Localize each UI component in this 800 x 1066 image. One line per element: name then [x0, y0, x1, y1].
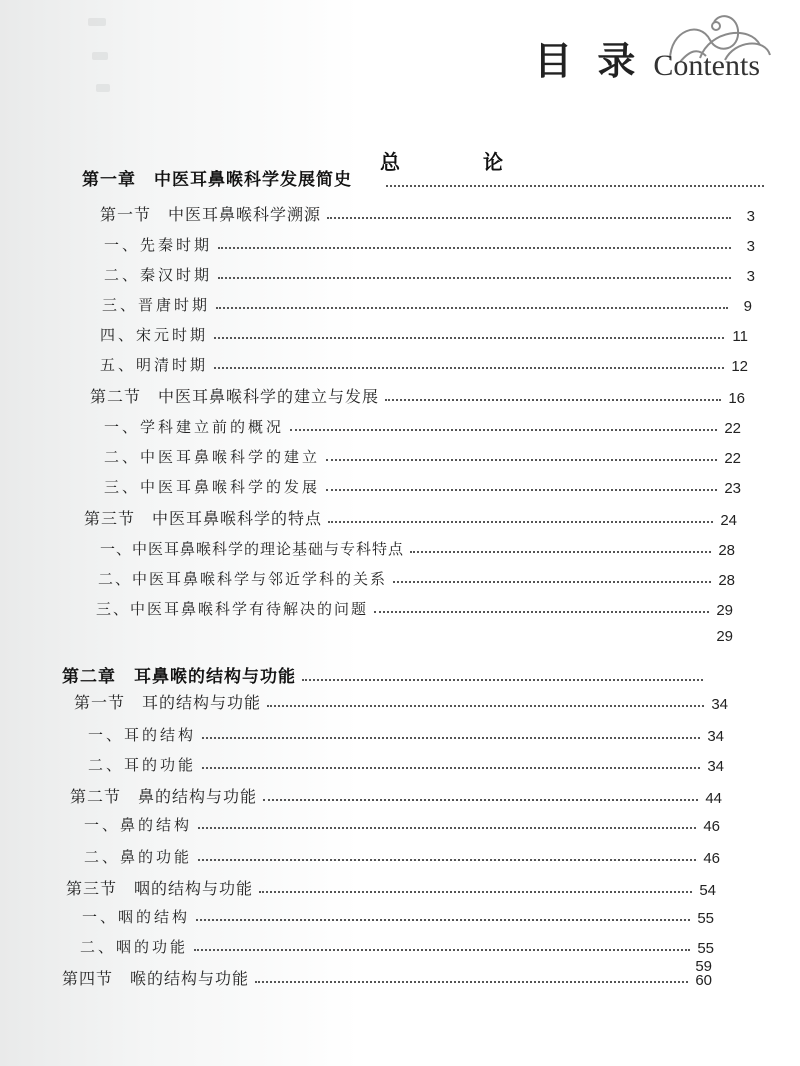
- page-number: 9: [743, 298, 752, 315]
- page-number: 12: [731, 358, 748, 375]
- item-label: 二、秦汉时期: [104, 266, 213, 284]
- dotted-leader: [259, 891, 692, 893]
- page-number: 16: [728, 390, 745, 407]
- toc-chapter-1[interactable]: [82, 165, 382, 190]
- section-label: 第二节 中医耳鼻喉科学的建立与发展: [90, 387, 380, 406]
- item-label: 一、先秦时期: [104, 236, 213, 254]
- dotted-leader: [196, 919, 690, 921]
- toc-entry[interactable]: [88, 754, 724, 775]
- page-number: 55: [697, 940, 714, 957]
- toc-entry[interactable]: [90, 384, 745, 407]
- page-number: 34: [707, 728, 724, 745]
- toc-entry[interactable]: [88, 724, 724, 745]
- page-number: 55: [697, 910, 714, 927]
- toc-entry: [680, 628, 733, 645]
- dotted-leader: [302, 679, 703, 681]
- dotted-leader: [198, 827, 696, 829]
- toc-entry[interactable]: [80, 936, 714, 957]
- item-label: 三、晋唐时期: [102, 296, 211, 314]
- item-label: 五、明清时期: [100, 356, 209, 374]
- toc-entry[interactable]: [98, 568, 735, 589]
- page-number: 60: [695, 972, 712, 989]
- item-label: 二、鼻的功能: [84, 848, 193, 866]
- section-label: 第二节 鼻的结构与功能: [70, 787, 258, 806]
- page-number: 23: [724, 480, 741, 497]
- toc-entry[interactable]: [70, 784, 722, 807]
- toc-entry[interactable]: [62, 966, 712, 989]
- toc-entry[interactable]: [74, 690, 728, 713]
- toc-entry[interactable]: [96, 598, 733, 619]
- toc-chapter-1-leader: [380, 185, 770, 193]
- section-label: 第一节 中医耳鼻喉科学溯源: [100, 205, 322, 224]
- page-number: 46: [703, 850, 720, 867]
- dotted-leader: [202, 767, 700, 769]
- toc-entry[interactable]: [82, 906, 714, 927]
- toc-entry[interactable]: [84, 846, 720, 867]
- page-number: 44: [705, 790, 722, 807]
- dotted-leader: [263, 799, 698, 801]
- section-label: 第四节 喉的结构与功能: [62, 969, 250, 988]
- page-number: 22: [724, 450, 741, 467]
- page-number: 54: [699, 882, 716, 899]
- item-label: 二、中医耳鼻喉科学与邻近学科的关系: [98, 570, 388, 588]
- toc-entry[interactable]: [100, 324, 748, 345]
- dotted-leader: [410, 551, 711, 553]
- item-label: 一、耳的结构: [88, 726, 197, 744]
- dotted-leader: [216, 307, 728, 309]
- section-label: 第三节 咽的结构与功能: [66, 879, 254, 898]
- contents-title-cn: 目 录: [534, 39, 642, 83]
- dotted-leader: [385, 399, 721, 401]
- dotted-leader: [327, 217, 731, 219]
- dotted-leader: [326, 489, 717, 491]
- chapter-label: 第一章 中医耳鼻喉科学发展简史: [82, 170, 352, 190]
- item-label: 二、耳的功能: [88, 756, 197, 774]
- dotted-leader: [328, 521, 713, 523]
- page-number: 3: [746, 268, 755, 285]
- dotted-leader: [374, 611, 709, 613]
- page-number: 29: [716, 628, 733, 645]
- page-number: 29: [716, 602, 733, 619]
- part-title: 总 论: [380, 150, 541, 174]
- dotted-leader: [214, 367, 724, 369]
- toc-entry[interactable]: [102, 294, 752, 315]
- page-number: 28: [718, 572, 735, 589]
- dotted-leader: [386, 185, 764, 187]
- page-number: 24: [720, 512, 737, 529]
- toc-entry[interactable]: [100, 202, 755, 225]
- section-label: 第三节 中医耳鼻喉科学的特点: [84, 509, 323, 528]
- toc-chapter-2[interactable]: [62, 662, 727, 687]
- item-label: 二、中医耳鼻喉科学的建立: [104, 448, 321, 466]
- dotted-leader: [393, 581, 711, 583]
- item-label: 一、鼻的结构: [84, 816, 193, 834]
- toc-entry[interactable]: [84, 506, 737, 529]
- dotted-leader: [326, 459, 717, 461]
- toc-entry[interactable]: [100, 538, 735, 559]
- dotted-leader: [290, 429, 717, 431]
- dotted-leader: [218, 277, 731, 279]
- page-number: 3: [746, 238, 755, 255]
- page-number: 46: [703, 818, 720, 835]
- item-label: 二、咽的功能: [80, 938, 189, 956]
- page-number: 34: [707, 758, 724, 775]
- toc-entry[interactable]: [104, 234, 755, 255]
- toc-entry[interactable]: [104, 416, 741, 437]
- dotted-leader: [202, 737, 700, 739]
- page-number: 59: [695, 958, 712, 975]
- page-number: 28: [718, 542, 735, 559]
- dotted-leader: [214, 337, 724, 339]
- item-label: 一、中医耳鼻喉科学的理论基础与专科特点: [100, 540, 405, 558]
- dotted-leader: [218, 247, 731, 249]
- dotted-leader: [194, 949, 690, 951]
- toc-entry[interactable]: [104, 264, 755, 285]
- contents-header: [534, 30, 760, 85]
- dotted-leader: [267, 705, 704, 707]
- toc-entry[interactable]: [66, 876, 716, 899]
- dotted-leader: [255, 981, 688, 983]
- page-number: 11: [732, 328, 748, 345]
- section-label: 第一节 耳的结构与功能: [74, 693, 262, 712]
- page-number: 34: [711, 696, 728, 713]
- chapter-label: 第二章 耳鼻喉的结构与功能: [62, 667, 296, 687]
- toc-entry[interactable]: [100, 354, 748, 375]
- toc-entry[interactable]: [104, 446, 741, 467]
- item-label: 三、中医耳鼻喉科学的发展: [104, 478, 321, 496]
- page-number: 22: [724, 420, 741, 437]
- toc-entry[interactable]: [84, 814, 720, 835]
- item-label: 一、学科建立前的概况: [104, 418, 285, 436]
- toc-entry[interactable]: [104, 476, 741, 497]
- dotted-leader: [198, 859, 696, 861]
- contents-title-en: Contents: [653, 49, 760, 82]
- item-label: 三、中医耳鼻喉科学有待解决的问题: [96, 600, 369, 618]
- item-label: 四、宋元时期: [100, 326, 209, 344]
- item-label: 一、咽的结构: [82, 908, 191, 926]
- page-number: 3: [746, 208, 755, 225]
